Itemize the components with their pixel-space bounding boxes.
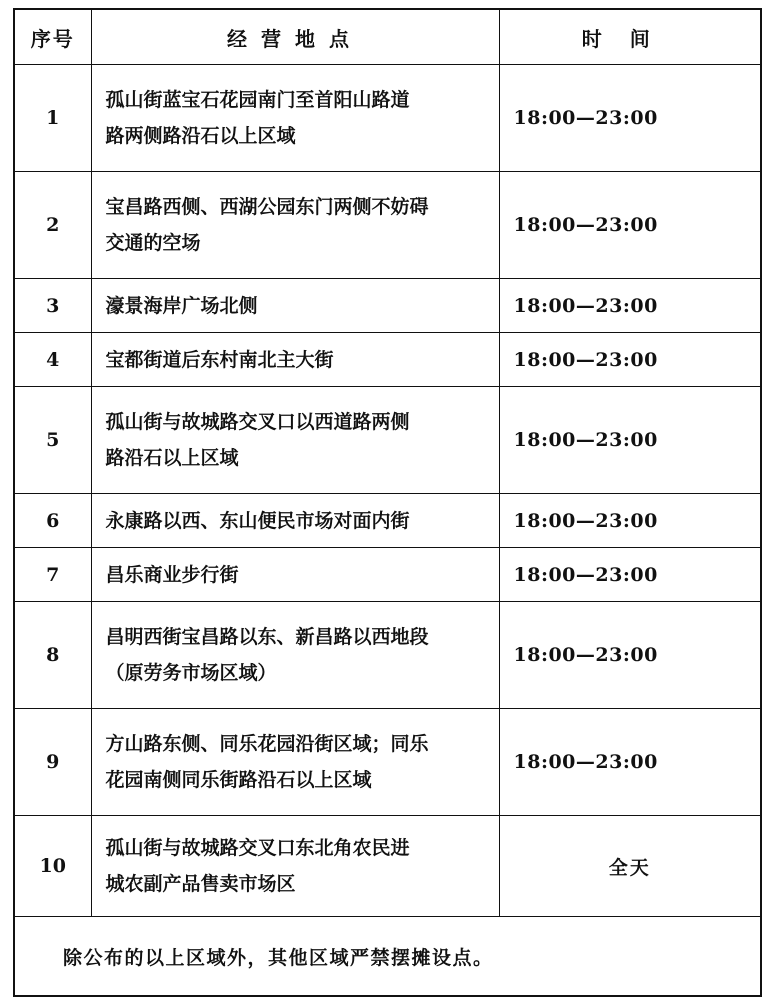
table-row xyxy=(14,816,761,917)
row-time: 18:00—23:00 xyxy=(499,333,761,387)
row-index: 8 xyxy=(14,602,91,709)
row-location xyxy=(91,548,499,602)
location-line: 昌明西街宝昌路以东、新昌路以西地段 xyxy=(105,626,429,648)
table-row xyxy=(14,279,761,333)
row-time: 18:00—23:00 xyxy=(499,548,761,602)
row-index: 3 xyxy=(14,279,91,333)
row-location xyxy=(91,65,499,172)
table-row xyxy=(14,65,761,172)
location-line: 孤山街蓝宝石花园南门至首阳山路道 xyxy=(105,89,410,111)
row-index: 5 xyxy=(14,387,91,494)
location-line: 路沿石以上区域 xyxy=(105,447,239,469)
document xyxy=(13,8,760,997)
location-line: 交通的空场 xyxy=(105,232,201,254)
footer-note: 除公布的以上区域外，其他区域严禁摆摊设点。 xyxy=(14,917,761,997)
row-location xyxy=(91,494,499,548)
location-line: 方山路东侧、同乐花园沿街区域；同乐 xyxy=(105,733,429,755)
row-location xyxy=(91,709,499,816)
row-time: 18:00—23:00 xyxy=(499,494,761,548)
table-row xyxy=(14,387,761,494)
table-row xyxy=(14,172,761,279)
header-time: 时间 xyxy=(499,9,761,65)
table-row xyxy=(14,333,761,387)
row-time: 18:00—23:00 xyxy=(499,387,761,494)
row-time: 18:00—23:00 xyxy=(499,709,761,816)
header-location: 经营地点 xyxy=(91,9,499,65)
row-index: 2 xyxy=(14,172,91,279)
row-time: 全天 xyxy=(499,816,761,917)
row-time: 18:00—23:00 xyxy=(499,172,761,279)
row-location xyxy=(91,172,499,279)
row-location xyxy=(91,279,499,333)
location-line: 宝昌路西侧、西湖公园东门两侧不妨碍 xyxy=(105,196,429,218)
location-line: 昌乐商业步行街 xyxy=(105,563,239,586)
location-line: 城农副产品售卖市场区 xyxy=(105,873,296,895)
header-row xyxy=(14,9,761,65)
location-line: 孤山街与故城路交叉口东北角农民进 xyxy=(105,837,410,859)
row-location xyxy=(91,816,499,917)
row-index: 6 xyxy=(14,494,91,548)
table-row xyxy=(14,494,761,548)
row-index: 1 xyxy=(14,65,91,172)
row-location xyxy=(91,387,499,494)
row-time: 18:00—23:00 xyxy=(499,602,761,709)
row-index: 7 xyxy=(14,548,91,602)
table-row xyxy=(14,548,761,602)
row-index: 9 xyxy=(14,709,91,816)
table-row xyxy=(14,602,761,709)
row-location xyxy=(91,602,499,709)
location-line: 濠景海岸广场北侧 xyxy=(105,294,258,317)
location-line: 花园南侧同乐街路沿石以上区域 xyxy=(105,769,372,791)
table-row xyxy=(14,709,761,816)
row-location xyxy=(91,333,499,387)
row-time: 18:00—23:00 xyxy=(499,65,761,172)
location-line: 永康路以西、东山便民市场对面内街 xyxy=(105,509,410,532)
location-line: （原劳务市场区域） xyxy=(105,662,277,684)
row-index: 4 xyxy=(14,333,91,387)
location-table xyxy=(13,8,762,997)
row-index: 10 xyxy=(14,816,91,917)
location-line: 路两侧路沿石以上区域 xyxy=(105,125,296,147)
location-line: 孤山街与故城路交叉口以西道路两侧 xyxy=(105,411,410,433)
row-time: 18:00—23:00 xyxy=(499,279,761,333)
header-index: 序号 xyxy=(14,9,91,65)
location-line: 宝都街道后东村南北主大街 xyxy=(105,348,334,371)
